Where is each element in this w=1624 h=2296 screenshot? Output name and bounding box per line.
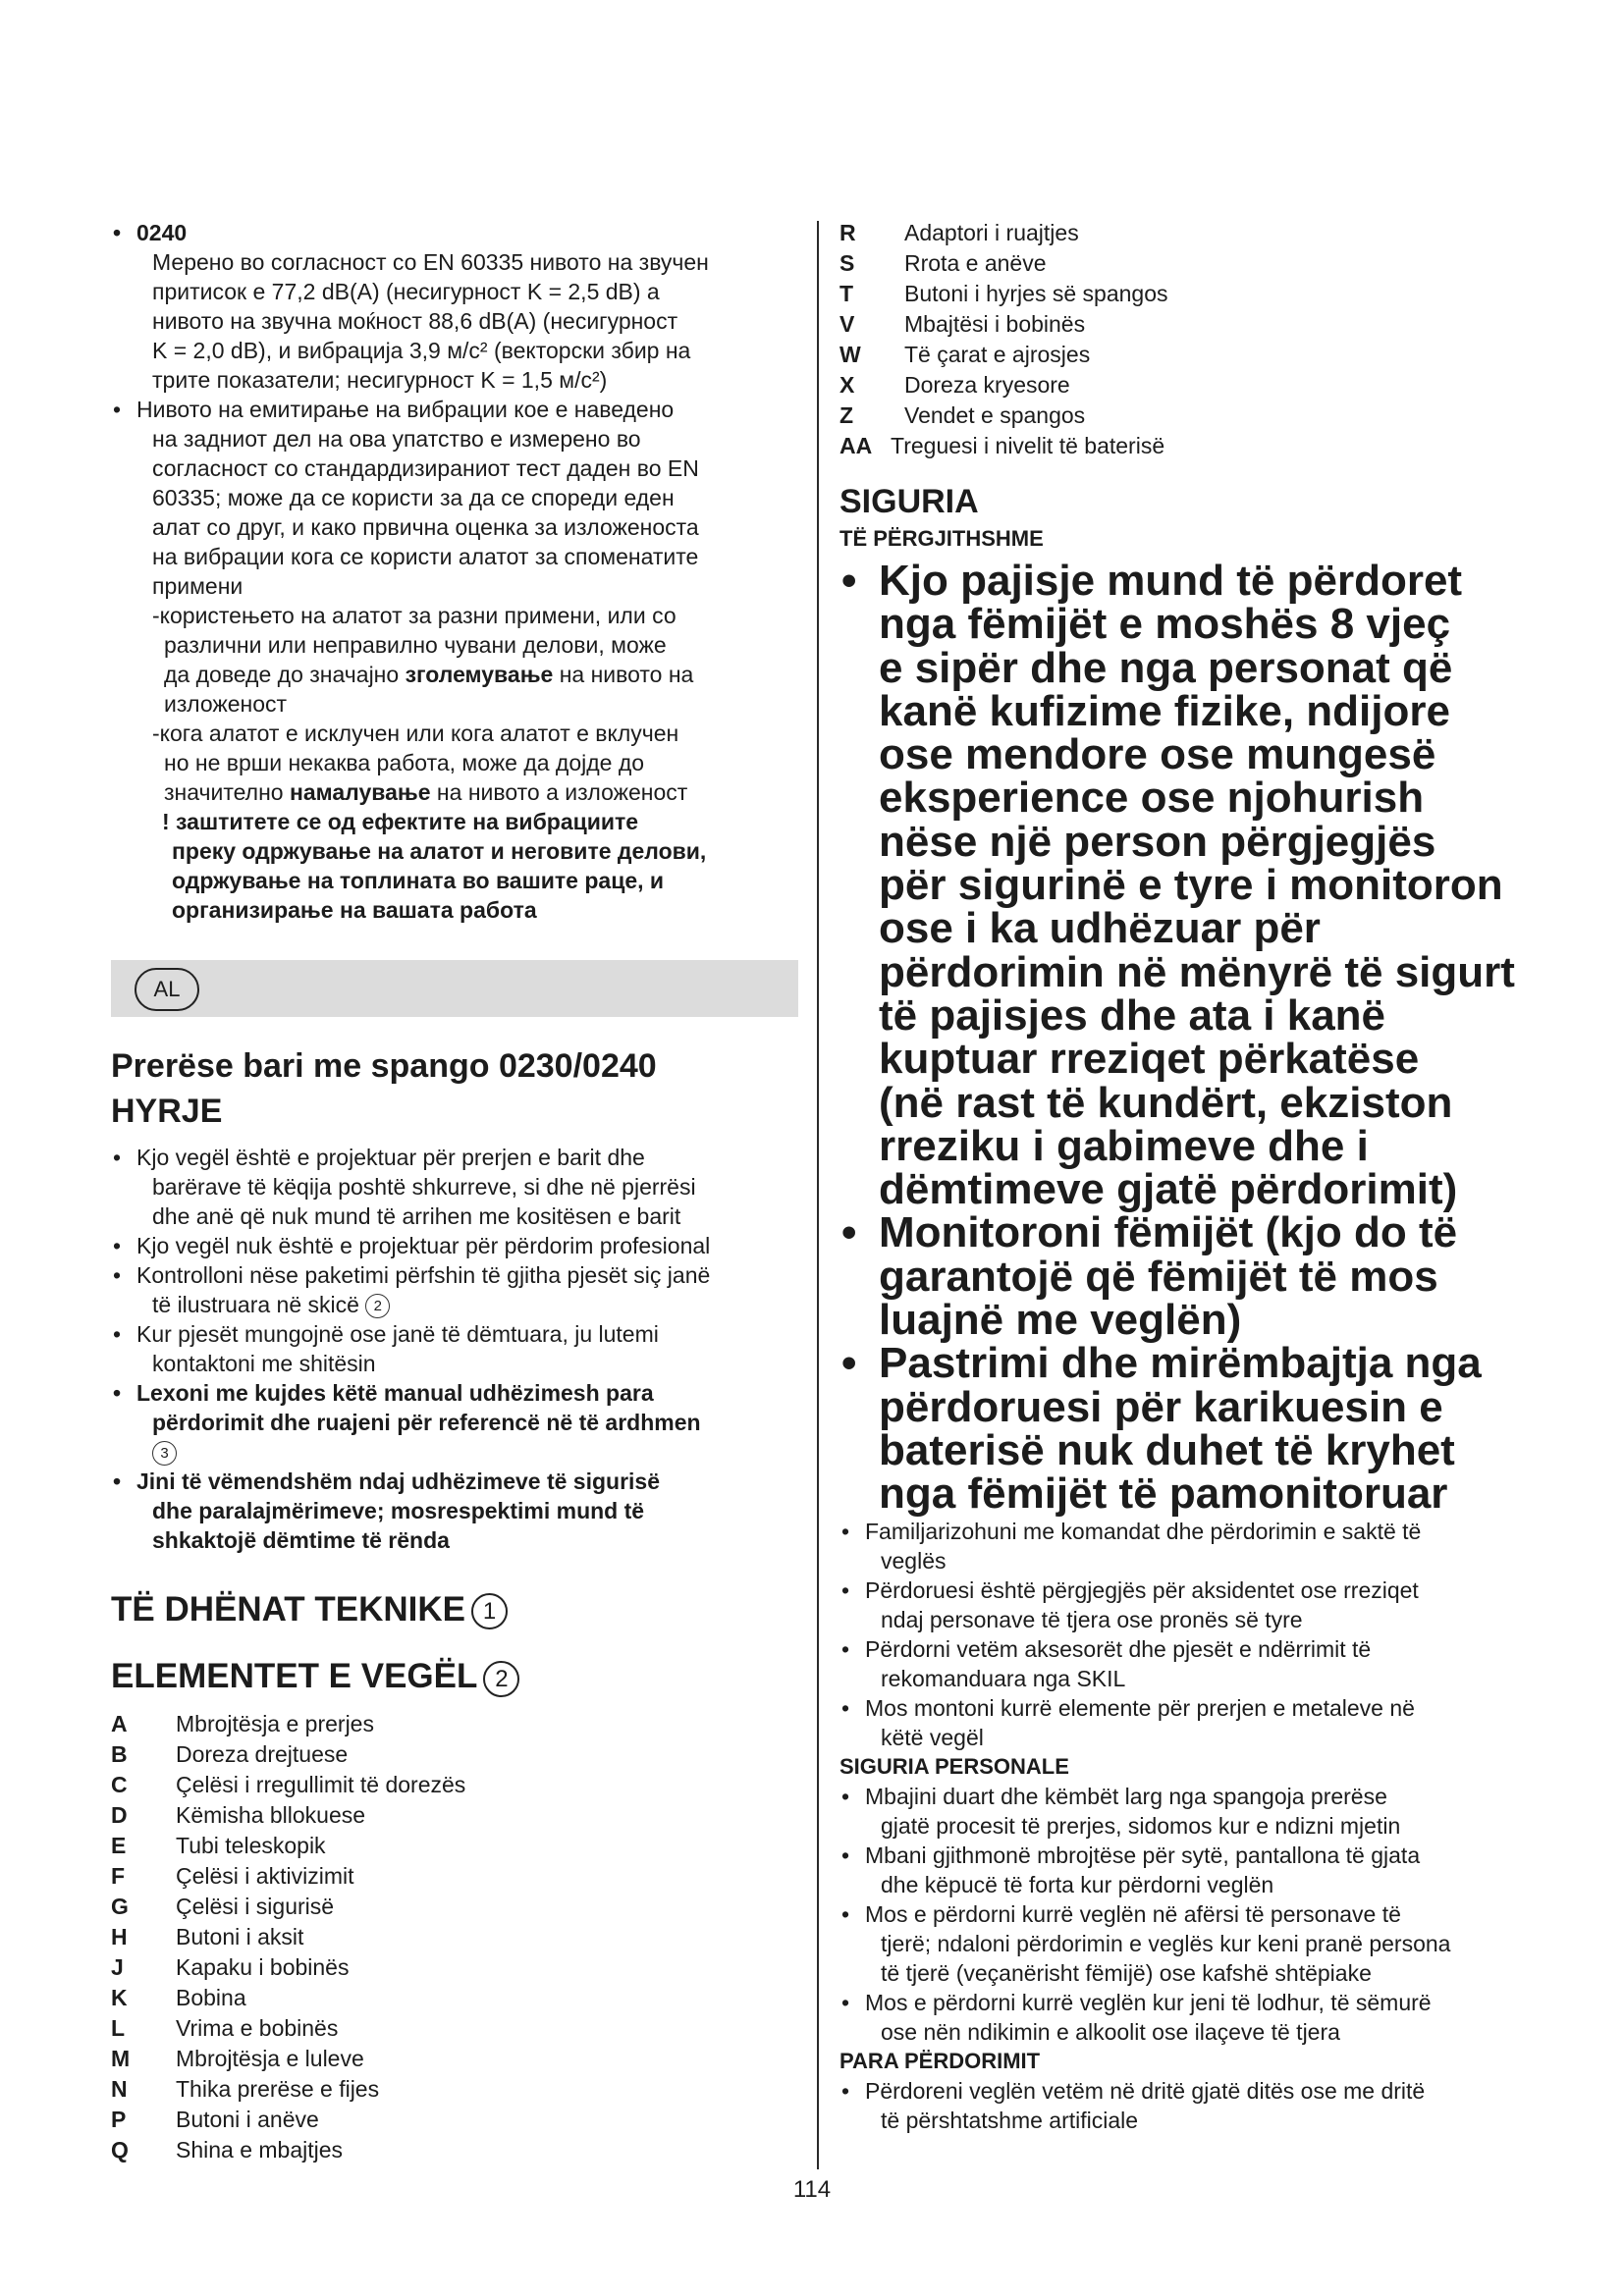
part-label: Treguesi i nivelit të baterisë xyxy=(891,433,1165,458)
text-line: Kjo vegël është e projektuar për prerjen e barit dhe xyxy=(136,1145,645,1170)
text-line xyxy=(136,1290,798,1319)
personal-bullet xyxy=(839,1782,1527,1841)
text-run: на нивото а изложеност xyxy=(430,779,688,805)
part-row xyxy=(111,1892,798,1922)
left-column xyxy=(111,218,798,2165)
parts-list-left xyxy=(111,1709,798,2165)
part-key: A xyxy=(111,1710,128,1736)
figure-ref-1: 1 xyxy=(471,1593,508,1629)
part-key: G xyxy=(111,1893,129,1919)
general-bullet xyxy=(839,1634,1527,1693)
part-key: Q xyxy=(111,2136,129,2163)
part-row xyxy=(839,309,1527,340)
part-key: F xyxy=(111,1862,126,1889)
page-number: 114 xyxy=(792,2176,832,2203)
intro-bullet xyxy=(111,1319,798,1378)
text-line: garantojë që fëmijët të mos xyxy=(879,1252,1438,1301)
part-label: Të çarat e ajrosjes xyxy=(904,342,1091,367)
part-row xyxy=(111,1800,798,1831)
part-label: Doreza kryesore xyxy=(904,372,1070,398)
text-line: Мерено во согласност со EN 60335 нивото на звучен xyxy=(152,249,709,275)
part-key: R xyxy=(839,220,856,245)
part-key: Z xyxy=(839,402,854,428)
part-key: W xyxy=(839,342,861,367)
intro-bullet xyxy=(111,1143,798,1231)
general-bullet xyxy=(839,1517,1527,1575)
text-line: на задниот дел на ова упатство е измерено во xyxy=(152,426,641,452)
part-label: Çelësi i sigurisë xyxy=(176,1893,335,1919)
text-line: Përdoreni veglën vetëm në dritë gjatë ditës ose me dritë xyxy=(865,2077,1426,2104)
text-line: Lexoni me kujdes këtë manual udhëzimesh para xyxy=(136,1380,654,1406)
part-key: B xyxy=(111,1740,128,1767)
text-line: përdoruesi për karikuesin e xyxy=(879,1382,1443,1431)
emphasis-text: зголемување xyxy=(405,662,554,687)
text-line: • Monitoroni fëmijët (kjo do të xyxy=(879,1208,1458,1257)
text-line: shkaktojë dëmtime të rënda xyxy=(152,1527,450,1553)
text-run: të ilustruara në skicë xyxy=(152,1292,359,1317)
text-line: përdorimit dhe ruajeni për referencë në të ardhmen xyxy=(152,1410,701,1435)
part-row xyxy=(111,1739,798,1770)
text-line: Jini të vëmendshëm ndaj udhëzimeve të sigurisë xyxy=(136,1468,661,1494)
text-line: Kjo vegël nuk është e projektuar për përdorim profesional xyxy=(136,1233,711,1258)
part-label: Rrota e anëve xyxy=(904,250,1047,276)
personal-safety-heading: SIGURIA PERSONALE xyxy=(839,1753,1069,1779)
vibration-warning xyxy=(111,807,798,925)
parts-list-right xyxy=(839,218,1527,461)
part-key: S xyxy=(839,250,855,276)
general-heading: TË PËRGJITHSHME xyxy=(839,526,1044,551)
tech-data-heading xyxy=(111,1590,798,1629)
text-line: kanë kufizime fizike, ndijore xyxy=(879,686,1450,735)
right-column xyxy=(839,218,1527,2135)
big-safety-bullet xyxy=(839,557,1527,1214)
part-key: X xyxy=(839,372,855,398)
part-row xyxy=(111,1709,798,1739)
part-key: AA xyxy=(839,433,873,458)
text-line: kuptuar rreziqet përkatëse xyxy=(879,1035,1420,1084)
emphasis-text: намалување xyxy=(289,779,431,805)
part-label: Shina e mbajtjes xyxy=(176,2136,344,2163)
text-line: luajnë me veglën) xyxy=(879,1296,1242,1345)
part-row xyxy=(839,279,1527,309)
vibration-text xyxy=(136,424,798,601)
text-line: -користењето на алатот за разни примени, или со xyxy=(152,603,677,628)
part-row xyxy=(111,1952,798,1983)
text-line: • Kjo pajisje mund të përdoret xyxy=(879,557,1463,605)
text-line: barërave të këqija poshtë shkurreve, si dhe në pjerrësi xyxy=(152,1174,696,1200)
part-row xyxy=(111,1861,798,1892)
text-line: Kontrolloni nëse paketimi përfshin të gjitha pjesët siç janë xyxy=(136,1262,711,1288)
text-line: Familjarizohuni me komandat dhe përdorimin e saktë të xyxy=(865,1518,1422,1544)
personal-bullet xyxy=(839,1899,1527,1988)
spec-0240-text xyxy=(136,247,798,395)
text-line: ndaj personave të tjera ose pronës së tyre xyxy=(881,1606,1303,1632)
part-label: Bobina xyxy=(176,1984,246,2010)
text-line: согласност со стандардизираниот тест даден во EN xyxy=(152,455,699,481)
part-key: T xyxy=(839,281,854,306)
text-line: nga fëmijët e moshës 8 vjeç xyxy=(879,600,1451,649)
text-line: но не врши некаква работа, може да дојде до xyxy=(164,750,645,775)
vibration-bullet xyxy=(111,395,798,601)
part-key: K xyxy=(111,1984,128,2010)
text-line: dhe këpucë të forta kur përdorni veglën xyxy=(881,1871,1274,1897)
text-line: организирање на вашата работа xyxy=(172,897,537,923)
text-line: одржување на топлината во вашите раце, и xyxy=(172,868,665,893)
text-line: këtë vegël xyxy=(881,1724,984,1750)
text-line: nga fëmijët të pamonitoruar xyxy=(879,1469,1448,1519)
text-line: различни или неправилно чувани делови, може xyxy=(164,632,667,658)
general-bullet xyxy=(839,1575,1527,1634)
before-use-bullet xyxy=(839,2076,1527,2135)
intro-bullet xyxy=(111,1260,798,1319)
part-label: Butoni i aksit xyxy=(176,1923,304,1949)
text-line: ose nën ndikimin e alkoolit ose ilaçeve të tjera xyxy=(881,2018,1340,2045)
part-key: M xyxy=(111,2045,131,2071)
spec-0240-title: 0240 xyxy=(136,220,188,245)
text-line: ! заштитете се од ефектите на вибрациите xyxy=(162,809,639,834)
safety-heading: SIGURIA xyxy=(839,483,979,520)
intro-bullet xyxy=(111,1231,798,1260)
part-row xyxy=(111,1922,798,1952)
text-line: tjerë; ndaloni përdorimin e veglës kur keni pranë persona xyxy=(881,1930,1451,1956)
big-safety-bullet xyxy=(839,1339,1527,1519)
part-label: Tubi teleskopik xyxy=(176,1832,326,1858)
text-line: ose mendore ose mungesë xyxy=(879,730,1436,779)
spec-0240-bullet xyxy=(111,218,798,395)
text-line: изложеност xyxy=(164,691,288,717)
text-line: примени xyxy=(152,573,244,599)
text-run: да доведе до значајно xyxy=(164,662,406,687)
part-row xyxy=(111,2074,798,2105)
heading-text: ELEMENTET E VEGËL xyxy=(111,1657,478,1696)
part-key: D xyxy=(111,1801,128,1828)
intro-heading: HYRJE xyxy=(111,1093,223,1130)
text-line: gjatë procesit të prerjes, sidomos kur e ndizni mjetin xyxy=(881,1812,1401,1839)
part-label: Thika prerëse e fijes xyxy=(176,2075,380,2102)
text-line: • Pastrimi dhe mirëmbajtja nga xyxy=(879,1339,1482,1388)
text-line: Mos e përdorni kurrë veglën kur jeni të lodhur, të sëmurë xyxy=(865,1989,1432,2015)
part-label: Doreza drejtuese xyxy=(176,1740,349,1767)
text-line: kontaktoni me shitësin xyxy=(152,1351,376,1376)
part-label: Adaptori i ruajtjes xyxy=(904,220,1079,245)
part-key: P xyxy=(111,2106,127,2132)
text-line: на вибрации кога се користи алатот за споменатите xyxy=(152,544,699,569)
text-run: на нивото на xyxy=(553,662,694,687)
text-line: Mos e përdorni kurrë veglën në afërsi të personave të xyxy=(865,1900,1401,1927)
text-line: притисок е 77,2 dB(A) (несигурност K = 2,5 dB) а xyxy=(152,279,660,304)
text-line: e sipër dhe nga personat që xyxy=(879,643,1453,692)
text-line: baterisë nuk duhet të kryhet xyxy=(879,1425,1455,1474)
column-divider xyxy=(817,221,819,2169)
text-line: të përshtatshme artificiale xyxy=(881,2107,1139,2133)
part-key: C xyxy=(111,1771,128,1797)
part-label: Mbajtësi i bobinës xyxy=(904,311,1086,337)
part-key: N xyxy=(111,2075,128,2102)
intro-bold-bullet xyxy=(111,1378,798,1467)
text-line: dhe paralajmërimeve; mosrespektimi mund të xyxy=(152,1498,645,1523)
text-line xyxy=(164,660,798,689)
text-line: Mbani gjithmonë mbrojtëse për sytë, pantallona të gjata xyxy=(865,1842,1421,1868)
text-line: dëmtimeve gjatë përdorimit) xyxy=(879,1165,1458,1214)
text-line: të pajisjes dhe ata i kanë xyxy=(879,990,1386,1040)
text-line: Përdorni vetëm aksesorët dhe pjesët e ndërrimit të xyxy=(865,1635,1372,1662)
part-row xyxy=(839,218,1527,248)
figure-ref-2: 2 xyxy=(483,1661,519,1697)
part-row xyxy=(111,2044,798,2074)
vibration-sub-item-1 xyxy=(111,601,798,719)
part-row xyxy=(839,340,1527,370)
part-label: Vrima e bobinës xyxy=(176,2014,339,2041)
text-line: алат со друг, и како првична оценка за изложеноста xyxy=(152,514,699,540)
part-key: V xyxy=(839,311,855,337)
text-line: eksperience ose njohurish xyxy=(879,774,1425,823)
personal-bullet xyxy=(839,1988,1527,2047)
part-label: Vendet e spangos xyxy=(904,402,1086,428)
text-line: нивото на звучна моќност 88,6 dB(A) (несигурност xyxy=(152,308,678,334)
general-bullet xyxy=(839,1693,1527,1752)
part-label: Mbrojtësja e prerjes xyxy=(176,1710,374,1736)
text-line: rekomanduara nga SKIL xyxy=(881,1665,1126,1691)
text-line: преку одржување на алатот и неговите делови, xyxy=(172,838,707,864)
language-band xyxy=(111,960,798,1017)
big-safety-bullet xyxy=(839,1208,1527,1345)
text-line: (në rast të kundërt, ekziston xyxy=(879,1078,1453,1127)
text-line: të tjerë (veçanërisht fëmijë) ose kafshë shtëpiake xyxy=(881,1959,1372,1986)
text-line: трите показатели; несигурност K = 1,5 м/с²) xyxy=(152,367,608,393)
part-label: Mbrojtësja e luleve xyxy=(176,2045,364,2071)
text-line: Нивото на емитирање на вибрации кое е наведено xyxy=(136,397,675,422)
part-key: J xyxy=(111,1953,124,1980)
part-row xyxy=(111,2105,798,2135)
text-line: dhe anë që nuk mund të arrihen me kositësen e barit xyxy=(152,1203,681,1229)
text-line: -кога алатот е исклучен или кога алатот е вклучен xyxy=(152,721,679,746)
part-label: Këmisha bllokuese xyxy=(176,1801,366,1828)
part-row xyxy=(111,2135,798,2165)
intro-bold-bullet xyxy=(111,1467,798,1555)
part-label: Butoni i hyrjes së spangos xyxy=(904,281,1168,306)
text-line: Kur pjesët mungojnë ose janë të dëmtuara, ju lutemi xyxy=(136,1321,659,1347)
part-row xyxy=(111,1770,798,1800)
text-line xyxy=(136,1437,798,1467)
text-line: përdorimin në mënyrë të sigurt xyxy=(879,947,1515,996)
text-line: 60335; може да се користи за да се спореди еден xyxy=(152,485,675,510)
product-title: Prerëse bari me spango 0230/0240 xyxy=(111,1047,657,1085)
text-line: për sigurinë e tyre i monitoron xyxy=(879,861,1503,910)
part-key: H xyxy=(111,1923,128,1949)
elements-heading xyxy=(111,1657,798,1696)
part-row xyxy=(111,1831,798,1861)
text-line: Përdoruesi është përgjegjës për aksidentet ose rreziqet xyxy=(865,1576,1419,1603)
part-label: Kapaku i bobinës xyxy=(176,1953,350,1980)
part-row xyxy=(111,1983,798,2013)
part-key: L xyxy=(111,2014,126,2041)
part-row xyxy=(111,2013,798,2044)
part-label: Çelësi i aktivizimit xyxy=(176,1862,354,1889)
text-line: nëse një person përgjegjës xyxy=(879,817,1436,866)
part-label: Çelësi i rregullimit të dorezës xyxy=(176,1771,466,1797)
part-row xyxy=(839,431,1527,461)
figure-ref-2: 2 xyxy=(365,1294,390,1318)
personal-bullet xyxy=(839,1841,1527,1899)
part-row xyxy=(839,370,1527,400)
language-badge: AL xyxy=(135,968,199,1011)
figure-ref-3: 3 xyxy=(152,1441,177,1466)
vibration-sub-item-2 xyxy=(111,719,798,807)
before-use-heading: PARA PËRDORIMIT xyxy=(839,2048,1041,2073)
part-key: E xyxy=(111,1832,127,1858)
part-label: Butoni i anëve xyxy=(176,2106,319,2132)
text-line: K = 2,0 dB), и вибрација 3,9 м/с² (векторски збир на xyxy=(152,338,691,363)
text-line: rreziku i gabimeve dhe i xyxy=(879,1121,1369,1170)
text-line: Mos montoni kurrë elemente për prerjen e metaleve në xyxy=(865,1694,1415,1721)
heading-text: TË DHËNAT TEKNIKE xyxy=(111,1590,466,1629)
text-line xyxy=(164,777,798,807)
part-row xyxy=(839,400,1527,431)
text-line: ose i ka udhëzuar për xyxy=(879,904,1321,953)
text-line: veglës xyxy=(881,1547,947,1574)
text-line: Mbajini duart dhe këmbët larg nga spangoja prerëse xyxy=(865,1783,1387,1809)
text-run: значително xyxy=(164,779,290,805)
part-row xyxy=(839,248,1527,279)
